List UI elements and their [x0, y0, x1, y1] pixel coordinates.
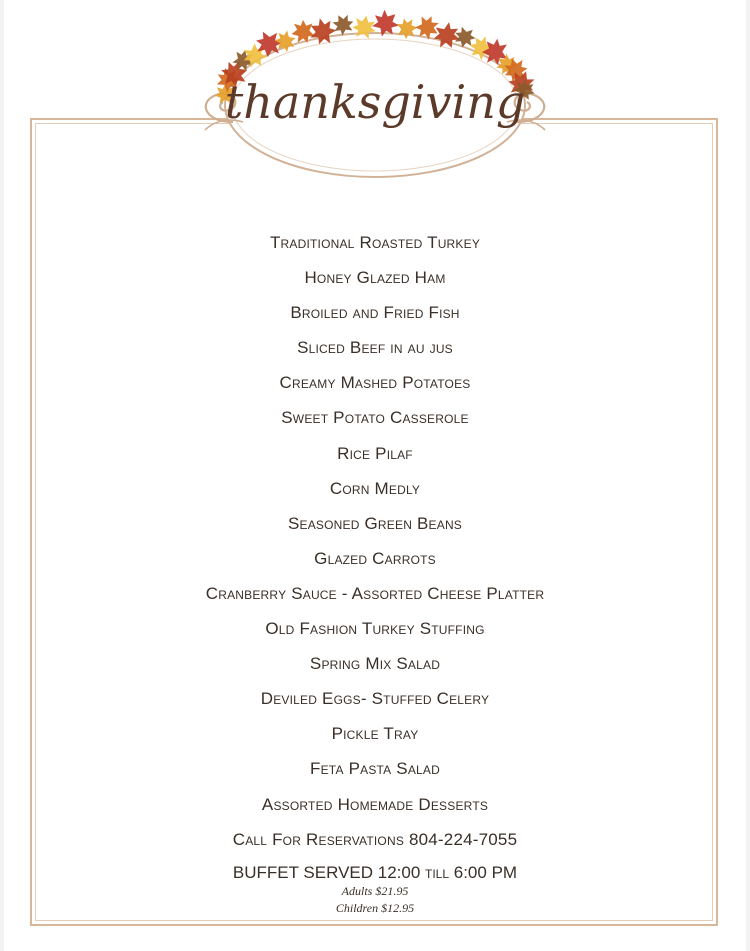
- menu-item: Deviled Eggs- Stuffed Celery: [260, 689, 490, 709]
- menu-item: Cranberry Sauce - Assorted Cheese Platter: [205, 583, 545, 603]
- buffet-menu-list: [0, 228, 750, 860]
- menu-item: Spring Mix Salad: [309, 654, 441, 674]
- buffet-hours: BUFFET SERVED 12:00 till 6:00 PM: [232, 863, 518, 882]
- adult-price: Adults $21.95: [341, 884, 409, 898]
- thanksgiving-title: thanksgiving: [224, 75, 526, 129]
- menu-item: Sweet Potato Casserole: [281, 408, 469, 428]
- menu-item: Old Fashion Turkey Stuffing: [265, 619, 485, 639]
- thanksgiving-emblem: [185, 10, 565, 195]
- children-price: Children $12.95: [335, 901, 415, 915]
- menu-item: Pickle Tray: [331, 724, 419, 744]
- menu-item: Call For Reservations 804-224-7055: [232, 829, 518, 849]
- menu-item: Sliced Beef in au jus: [297, 338, 453, 358]
- menu-item: Broiled and Fried Fish: [290, 303, 460, 323]
- menu-item: Feta Pasta Salad: [310, 759, 440, 779]
- menu-item: Corn Medly: [329, 478, 421, 498]
- menu-item: Creamy Mashed Potatoes: [279, 373, 471, 393]
- menu-item: Glazed Carrots: [314, 548, 436, 568]
- menu-item: Honey Glazed Ham: [304, 268, 446, 288]
- menu-item: Seasoned Green Beans: [287, 513, 463, 533]
- menu-item: Assorted Homemade Desserts: [261, 794, 489, 814]
- menu-item: Rice Pilaf: [337, 443, 413, 463]
- menu-item: Traditional Roasted Turkey: [269, 233, 481, 252]
